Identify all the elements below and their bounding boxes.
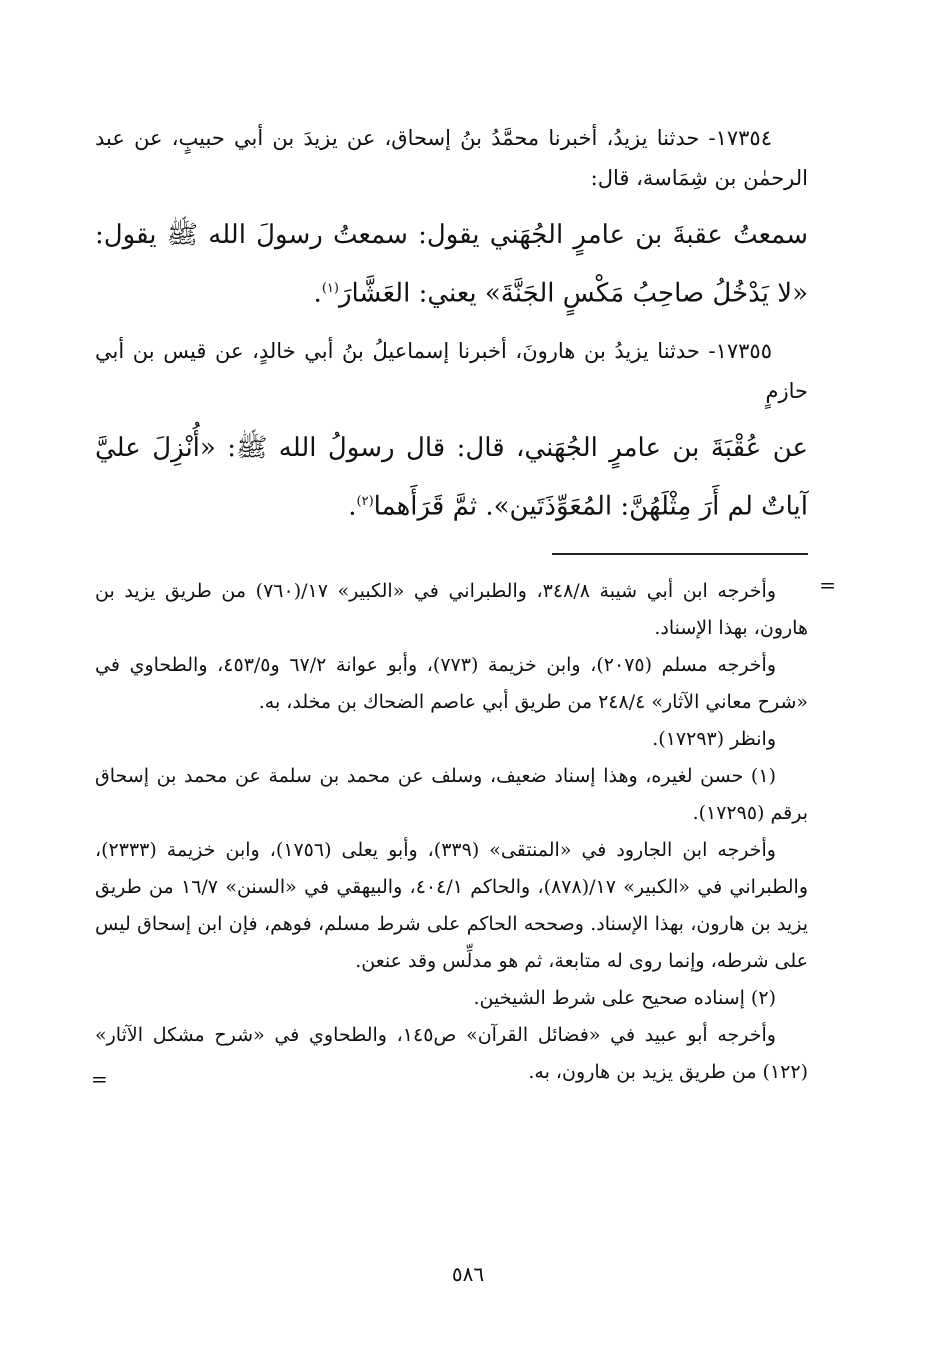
page-body: [91, 118, 836, 1092]
hadith-17355-matn-text: عن عُقْبَةَ بن عامرٍ الجُهَني، قال: قال رسولُ الله ﷺ: «أُنْزِلَ عليَّ آياتٌ لم أَرَ مِثْلَهُنَّ: المُعَوِّذَتَين». ثمَّ قَرَأَهما: [95, 432, 808, 522]
note-1: وأخرجه ابن أبي شيبة ٣٤٨/٨، والطبراني في «الكبير» ١٧/(٧٦٠) من طريق يزيد بن هارون، بهذا الإسناد.: [95, 580, 808, 640]
footnote-divider: [552, 553, 808, 555]
hadith-17354-end: .: [313, 278, 322, 309]
note-6: (٢) إسناده صحيح على شرط الشيخين.: [473, 987, 776, 1010]
hadith-17354-matn: [95, 208, 808, 321]
footnotes: [91, 573, 836, 1092]
hadith-17355-isnad: ١٧٣٥٥- حدثنا يزيدُ بن هارونَ، أخبرنا إسماعيلُ بنُ أبي خالدٍ، عن قيس بن أبي حازمٍ: [95, 338, 808, 403]
note-2: وأخرجه مسلم (٢٠٧٥)، وابن خزيمة (٧٧٣)، وأبو عوانة ٦٧/٢ و٤٥٣/٥، والطحاوي في «شرح معاني الآثار» ٢٤٨/٤ من طريق أبي عاصم الضحاك بن مخلد، به.: [95, 654, 808, 714]
continuation-marker-top: =: [819, 573, 836, 598]
hadith-17355-matn: [95, 421, 808, 534]
footnote-ref-2[interactable]: (٢): [356, 493, 374, 509]
page-number: ٥٨٦: [451, 1262, 485, 1286]
continuation-marker-bottom: =: [91, 1067, 108, 1092]
hadith-17355-end: .: [348, 491, 357, 522]
note-5: وأخرجه ابن الجارود في «المنتقى» (٣٣٩)، وأبو يعلى (١٧٥٦)، وابن خزيمة (٢٣٣٣)، والطبراني في «الكبير» ١٧/(٨٧٨)، والحاكم ٤٠٤/١، والبيهقي في «السنن» ١٦/٧ من طريق يزيد بن هارون، بهذا الإسناد. وصححه الحاكم على شرط مسلم، فوهم، فإن ابن إسحاق ليس على شرطه، وإنما روى له متابعة، ثم هو مدلِّس وقد عنعن.: [95, 839, 808, 973]
note-3: وانظر (١٧٢٩٣).: [652, 728, 776, 751]
note-4: (١) حسن لغيره، وهذا إسناد ضعيف، وسلف عن محمد بن سلمة عن محمد بن إسحاق برقم (١٧٢٩٥).: [95, 765, 808, 825]
hadith-17354-matn-text: سمعتُ عقبةَ بن عامرٍ الجُهَني يقول: سمعتُ رسولَ الله ﷺ يقول: «لا يَدْخُلُ صاحِبُ مَكْسٍ الجَنَّةَ» يعني: العَشَّارَ: [95, 220, 808, 309]
hadith-17354-isnad: ١٧٣٥٤- حدثنا يزيدُ، أخبرنا محمَّدُ بنُ إسحاق، عن يزيدَ بن أبي حبيبٍ، عن عبد الرحمٰن بن شِمَاسة، قال:: [95, 126, 808, 190]
footnote-ref-1[interactable]: (١): [321, 281, 339, 296]
note-7: وأخرجه أبو عبيد في «فضائل القرآن» ص١٤٥، والطحاوي في «شرح مشكل الآثار» (١٢٢) من طريق يزيد بن هارون، به.: [95, 1024, 808, 1084]
